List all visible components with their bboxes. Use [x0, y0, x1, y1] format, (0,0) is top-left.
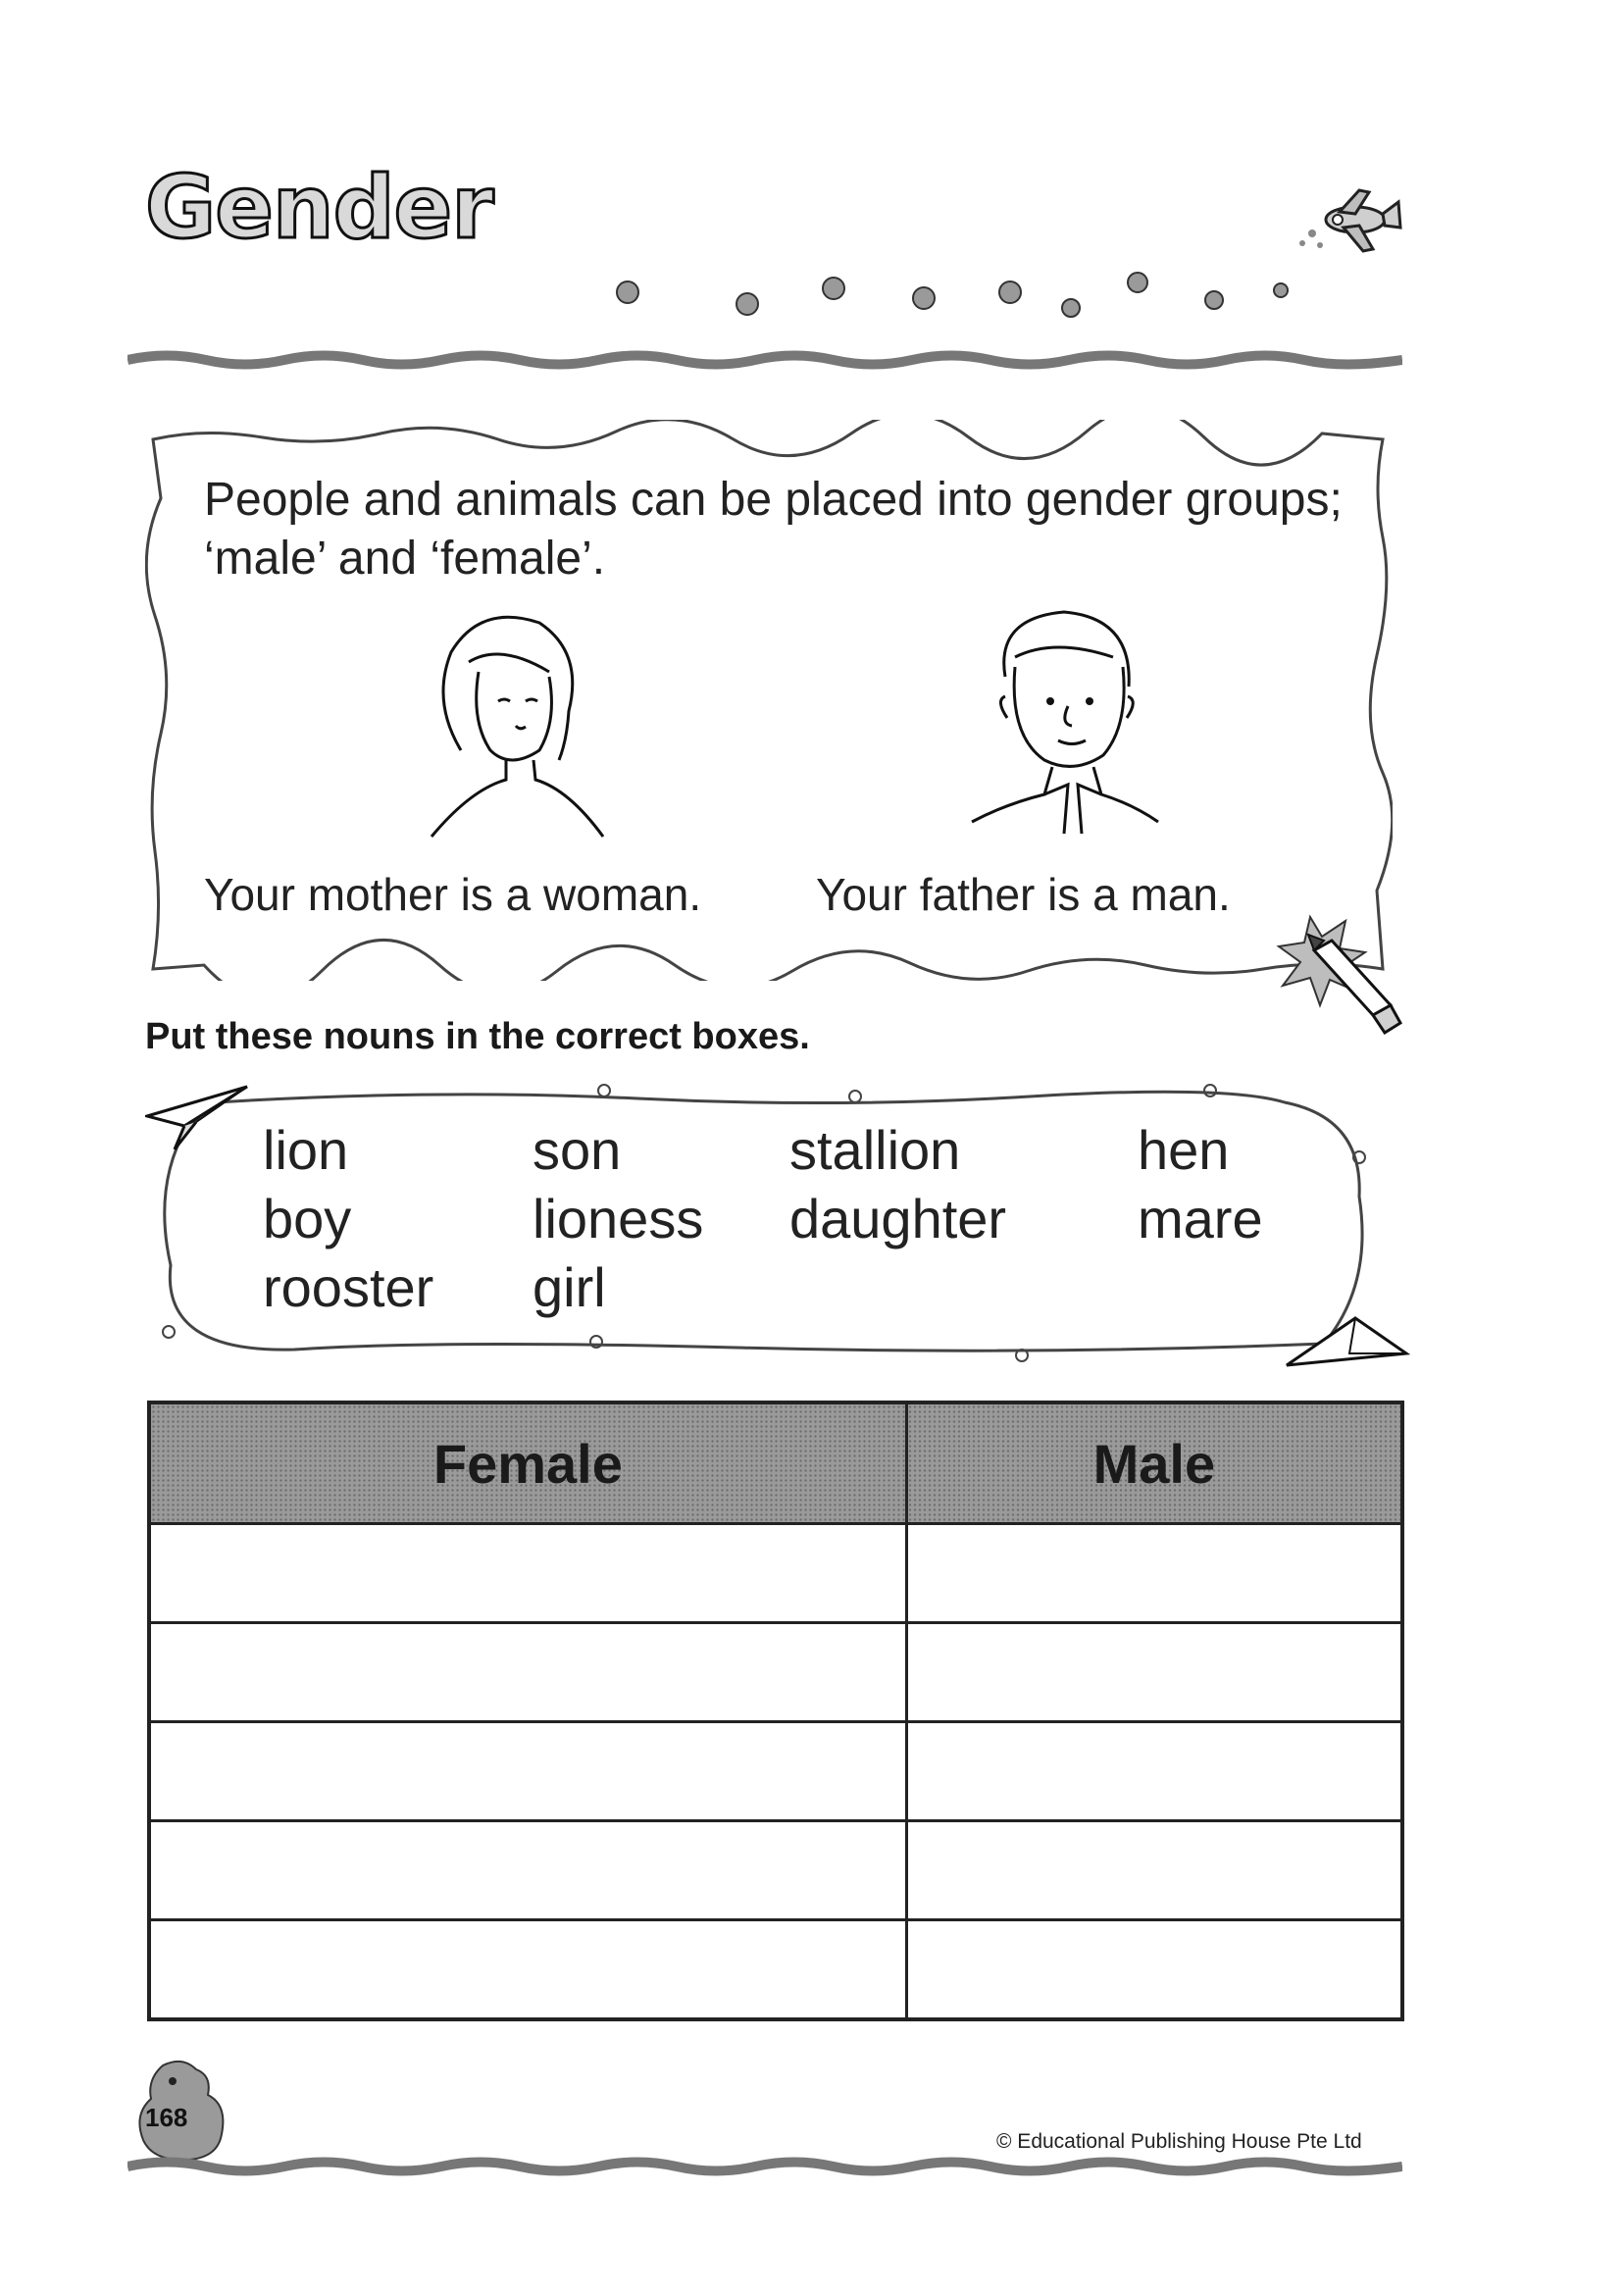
- word-item: lion: [263, 1119, 349, 1181]
- flower-icon: [608, 265, 1314, 333]
- page-number-badge: [133, 2056, 222, 2154]
- male-answer-cell[interactable]: [906, 1524, 1402, 1623]
- bottom-divider: [127, 2156, 1402, 2177]
- female-answer-cell[interactable]: [149, 1623, 906, 1722]
- top-divider: [127, 349, 1402, 371]
- paper-plane-icon: [145, 1083, 253, 1151]
- instruction-text: Put these nouns in the correct boxes.: [145, 1016, 810, 1057]
- female-answer-cell[interactable]: [149, 1524, 906, 1623]
- female-answer-cell[interactable]: [149, 1722, 906, 1821]
- table-row: [149, 1920, 1402, 2020]
- answer-table: [147, 1401, 1404, 2021]
- male-header: Male: [906, 1402, 1402, 1524]
- page-number: 168: [145, 2103, 188, 2132]
- intro-text: People and animals can be placed into gender groups; ‘male’ and ‘female’.: [204, 474, 1343, 585]
- table-row: [149, 1623, 1402, 1722]
- female-answer-cell[interactable]: [149, 1920, 906, 2020]
- copyright-text: © Educational Publishing House Pte Ltd: [996, 2130, 1362, 2153]
- male-answer-cell[interactable]: [906, 1623, 1402, 1722]
- word-item: daughter: [789, 1188, 1007, 1249]
- table-row: [149, 1821, 1402, 1920]
- airplane-icon: [1291, 184, 1408, 263]
- word-item: boy: [263, 1188, 352, 1249]
- word-item: mare: [1138, 1188, 1263, 1249]
- word-item: son: [533, 1119, 622, 1181]
- caption-father: Your father is a man.: [816, 869, 1231, 920]
- word-item: stallion: [789, 1119, 961, 1181]
- man-illustration: [966, 598, 1162, 843]
- female-header: Female: [149, 1402, 906, 1524]
- word-item: hen: [1138, 1119, 1230, 1181]
- male-answer-cell[interactable]: [906, 1722, 1402, 1821]
- word-item: lioness: [533, 1188, 704, 1249]
- male-answer-cell[interactable]: [906, 1920, 1402, 2020]
- pencil-icon: [1271, 907, 1408, 1045]
- table-row: [149, 1722, 1402, 1821]
- male-answer-cell[interactable]: [906, 1821, 1402, 1920]
- word-bank: [263, 1118, 1342, 1324]
- word-item: rooster: [263, 1256, 434, 1318]
- female-answer-cell[interactable]: [149, 1821, 906, 1920]
- caption-mother: Your mother is a woman.: [204, 869, 702, 920]
- word-item: girl: [533, 1256, 606, 1318]
- woman-illustration: [412, 603, 608, 839]
- table-row: [149, 1524, 1402, 1623]
- page-title: Gender: [145, 157, 493, 258]
